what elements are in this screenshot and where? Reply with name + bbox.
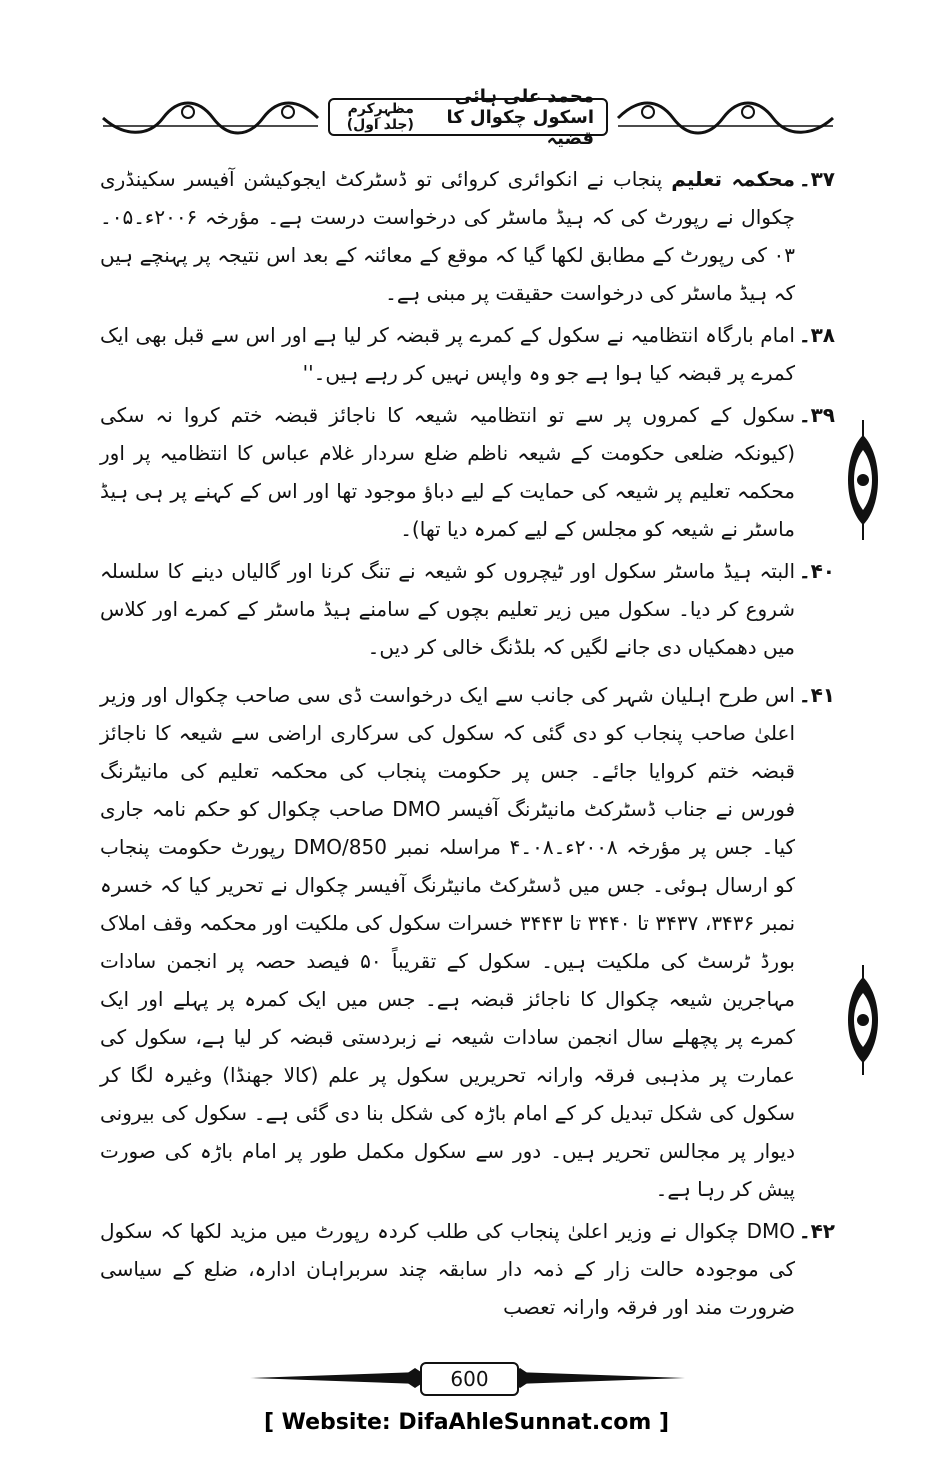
page-number: 600: [420, 1362, 519, 1396]
paragraph-37: [100, 160, 835, 312]
paragraph-number: ۴۰۔: [798, 559, 835, 583]
page-body: [100, 160, 835, 1319]
paragraph-text: پنجاب نے انکوائری کروائی تو ڈسٹرکٹ ایجوکیشن آفیسر سکینڈری چکوال نے رپورٹ کی کہ ہیڈ ماسٹر کی درخواست درست ہے۔ مؤرخہ ۲۰۰۶ء۔۰۵۔۰۳ کی رپورٹ کے مطابق لکھا گیا کہ موقع کے معائنہ کے بعد اس نتیجہ پر پہنچے ہیں کہ ہیڈ ماسٹر کی درخواست حقیقت پر مبنی ہے۔: [100, 167, 795, 305]
paragraph-number: ۳۷۔: [798, 167, 835, 191]
paragraph-42: [100, 1212, 835, 1326]
side-ornament-bottom-icon: [838, 965, 888, 1075]
paragraph-text: سکول کے کمروں پر سے تو انتظامیہ شیعہ کا ناجائز قبضہ ختم کروا نہ سکی (کیونکہ ضلعی حکومت کے شیعہ ناظم ضلع سردار غلام عباس کا انتظامیہ پر اور محکمہ تعلیم پر شیعہ کی حمایت کے لیے دباؤ موجود تھا اور اس کے کہنے پر ہی ہیڈ ماسٹر نے شیعہ کو مجلس کے لیے کمرہ دیا تھا)۔: [100, 403, 795, 541]
paragraph-number: ۳۹۔: [798, 403, 835, 427]
page-header: [98, 85, 838, 149]
paragraph-number: ۳۸۔: [798, 323, 835, 347]
header-title-box: [328, 85, 608, 149]
paragraph-39: [100, 396, 835, 548]
side-ornament-top-icon: [838, 420, 888, 540]
paragraph-number: ۴۱۔: [798, 683, 835, 707]
paragraph-text: اس طرح اہلیان شہر کی جانب سے ایک درخواست ڈی سی صاحب چکوال اور وزیر اعلیٰ صاحب پنجاب کو دی گئی کہ سکول کی سرکاری اراضی سے شیعہ کا ناجائز قبضہ ختم کروایا جائے۔ جس پر حکومت پنجاب کی محکمہ تعلیم کی مانیٹرنگ فورس نے جناب ڈسٹرکٹ مانیٹرنگ آفیسر DMO صاحب چکوال کو حکم نامہ جاری کیا۔ جس پر مؤرخہ ۲۰۰۸ء۔۰۸۔۴ مراسلہ نمبر 850/DMO رپورٹ حکومت پنجاب کو ارسال ہوئی۔ جس میں ڈسٹرکٹ مانیٹرنگ آفیسر چکوال نے تحریر کیا کہ خسرہ نمبر ۳۴۳۶، ۳۴۳۷ تا ۳۴۴۰ تا ۳۴۴۳ خسرات سکول کی ملکیت اور محکمہ وقف املاک بورڈ ٹرسٹ کی ملکیت ہیں۔ سکول کے تقریباً ۵۰ فیصد حصہ پر انجمن سادات مہاجرین شیعہ چکوال کا ناجائز قبضہ ہے۔ جس میں ایک کمرہ پر پہلے اور ایک کمرے پر پچھلے سال انجمن سادات شیعہ نے زبردستی قبضہ کر لیا ہے، سکول کی عمارت پر مذہبی فرقہ وارانہ تحریریں سکول پر علم (کالا جھنڈا) وغیرہ لگا کر سکول کی شکل تبدیل کر کے امام باڑہ کی شکل بنا دی گئی ہے۔ سکول کی بیرونی دیوار پر مجالس تحریر ہیں۔ دور سے سکول مکمل طور پر امام باڑہ کی صورت پیش کر رہا ہے۔: [100, 683, 796, 1201]
header-book-name: مظہرِکرم (جلد اول): [346, 101, 414, 133]
paragraph-number: ۴۲۔: [798, 1219, 835, 1243]
website-footer: [ Website: DifaAhleSunnat.com ]: [263, 1410, 670, 1435]
paragraph-40: [100, 552, 835, 666]
header-ornament-left-icon: [98, 96, 323, 140]
header-ornament-right-icon: [613, 96, 838, 140]
paragraph-text: البتہ ہیڈ ماسٹر سکول اور ٹیچروں کو شیعہ نے تنگ کرنا اور گالیاں دینے کا سلسلہ شروع کر دیا۔ سکول میں زیر تعلیم بچوں کے سامنے ہیڈ ماسٹر کے کمرے اور کلاس میں دھمکیاں دی جانے لگیں کہ بلڈنگ خالی کر دیں۔: [100, 559, 795, 659]
paragraph-text: امام بارگاہ انتظامیہ نے سکول کے کمرے پر قبضہ کر لیا ہے اور اس سے قبل بھی ایک کمرے پر قبضہ کیا ہوا ہے جو وہ واپس نہیں کر رہے ہیں۔'': [100, 323, 795, 385]
paragraph-text: DMO چکوال نے وزیر اعلیٰ پنجاب کی طلب کردہ رپورٹ میں مزید لکھا کہ سکول کی موجودہ حالت زار کے ذمہ دار سابقہ چند سربراہان ادارہ، ضلع کے سیاسی ضرورت مند اور فرقہ وارانہ تعصب: [100, 1219, 795, 1319]
paragraph-lead: محکمہ تعلیم: [671, 167, 796, 191]
header-title: محمد علی ہائی اسکول چکوال کا قضیہ: [446, 85, 594, 149]
paragraph-38: [100, 316, 835, 392]
paragraph-41: [100, 676, 835, 1208]
